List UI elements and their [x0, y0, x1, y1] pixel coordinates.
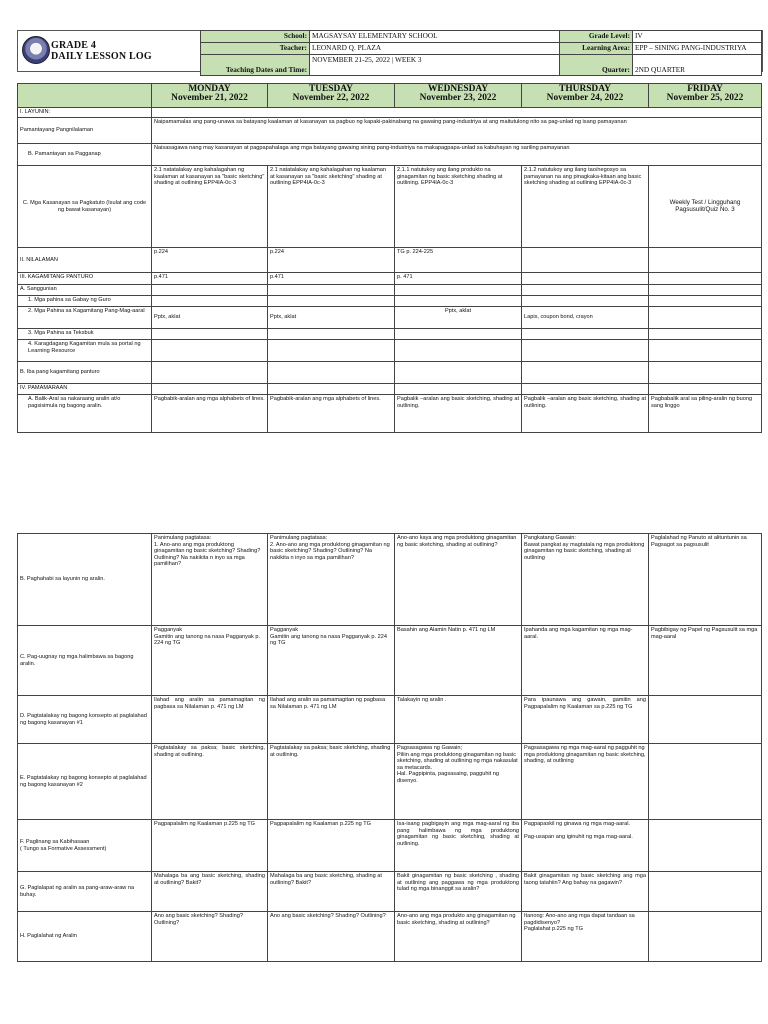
row-label-gabay: 1. Mga pahina sa Gabay ng Guro — [18, 296, 152, 307]
day-header-wednesday: WEDNESDAY November 23, 2022 — [395, 84, 522, 108]
kasanayan-tue: 2.1 natatalakay ang kahalagahan ng kaalaman at kasanayan sa "basic sketching" shading at outlining EPP4IA-0c-3 — [268, 166, 395, 248]
row-label-paglalahat: H. Paglalahat ng Aralin — [18, 912, 152, 962]
learning-area-value: EPP – SINING PANG-INDUSTRIYA — [633, 43, 762, 55]
konsepto-2-wed: Pagsasagawa ng Gawain; Piliin ang mga produktong ginagamitan ng basic sketching, shading at outlining ng mga nakasulat sa metacards. Hal. Pagpipinta, pagsasaing, pagguhit ng disenyo. — [395, 744, 522, 820]
row-label-pagganap: B. Pamantayan sa Pagganap — [18, 144, 152, 166]
day-header-thursday: THURSDAY November 24, 2022 — [522, 84, 649, 108]
kagamitang-pangmag-aaral-tue: Pptx, aklat — [268, 307, 395, 329]
row-label-nilalaman: II. NILALAMAN — [18, 248, 152, 273]
paglalahat-mon: Ano ang basic sketching? Shading? Outlining? — [152, 912, 268, 962]
kasanayan-wed: 2.1.1 natutukoy ang ilang produkto na ginagamitan ng basic sketching shading at outlining. EPP4IA-0c-3 — [395, 166, 522, 248]
kabihasaan-tue: Pagpapalalim ng Kaalaman p.225 ng TG — [268, 820, 395, 872]
pag-uugnay-wed: Basahin ang Alamin Natin p. 471 ng LM — [395, 626, 522, 696]
balik-aral-tue: Pagbabik-aralan ang mga alphabets of lines. — [268, 395, 395, 433]
paglalapat-mon: Mahalaga ba ang basic sketching, shading at outlining? Bakit? — [152, 872, 268, 912]
kabihasaan-wed: Isa-isang pagbigayin ang mga mag-aaral ng iba pang halimbawa ng mga produktong ginagamitan ng basic sketching, shading at outlining. — [395, 820, 522, 872]
konsepto-1-wed: Talakayin ng aralin . — [395, 696, 522, 744]
konsepto-1-thu: Para ipaunawa ang gawain, gamitin ang Pagpapalalim ng Kaalaman sa p.225 ng TG — [522, 696, 649, 744]
row-label-sanggunian: A. Sanggunian — [18, 285, 152, 296]
konsepto-1-tue: Ilahad ang aralin sa pamamagitan ng pagbasa sa Nilalaman p. 471 ng LM — [268, 696, 395, 744]
nilalaman-fri — [649, 248, 762, 273]
paghahabi-thu: Pangkatang Gawain: Bawat pangkat ay magtatala ng mga produktong ginagamitan ng basic sketching, shading at outlining — [522, 534, 649, 626]
day-header-friday: FRIDAY November 25, 2022 — [649, 84, 762, 108]
row-label-kagamitang-panturo: III. KAGAMITANG PANTURO — [18, 273, 152, 285]
school-label: School: — [201, 31, 310, 43]
quarter-label: Quarter: — [560, 55, 633, 76]
balik-aral-wed: Pagbalik –aralan ang basic sketching, shading at outlining. — [395, 395, 522, 433]
row-label-paghahabi: B. Paghahabi sa layunin ng aralin. — [18, 534, 152, 626]
row-label-kagamitang-pangmag-aaral: 2. Mga Pahina sa Kagamitang Pang-Mag-aaral — [18, 307, 152, 329]
paglalahat-tue: Ano ang basic sketching? Shading? Outlining? — [268, 912, 395, 962]
nilalaman-thu — [522, 248, 649, 273]
konsepto-1-fri — [649, 696, 762, 744]
konsepto-2-thu: Pagsasagawa ng mga mag-aaral ng pagguhit ng mga produktong ginagamitan ng basic sketching, shading, at outlining — [522, 744, 649, 820]
konsepto-2-mon: Pagtatalakay sa paksa; basic sketching, shading at outlining. — [152, 744, 268, 820]
kagamitang-panturo-wed: p. 471 — [395, 273, 522, 285]
paglalapat-wed: Bakit ginagamitan ng basic sketching , shading at outlining ang paggawa ng mga produktong tulad ng mga binanggit sa aralin? — [395, 872, 522, 912]
row-label-pag-uugnay: C. Pag-uugnay ng mga halimbawa sa bagong aralin. — [18, 626, 152, 696]
kabihasaan-mon: Pagpapalalim ng Kaalaman p.225 ng TG — [152, 820, 268, 872]
kabihasaan-fri — [649, 820, 762, 872]
corner-cell — [18, 84, 152, 108]
grade-level-label: Grade Level: — [560, 31, 633, 43]
row-label-balik-aral: A. Balik-Aral sa nakaraang aralin at/o pagsisimula ng bagong aralin. — [18, 395, 152, 433]
row-label-iba-pang-kagamitan: B. Iba pang kagamitang panturo — [18, 362, 152, 384]
nilalaman-mon: p.224 — [152, 248, 268, 273]
konsepto-2-fri — [649, 744, 762, 820]
paghahabi-tue: Panimulang pagtatasa: 2. Ano-ano ang mga produktong ginagamitan ng basic sketching? Shading? Outlining? Na nakikita n inyo sa mga pamilihan? — [268, 534, 395, 626]
kabihasaan-thu: Pagpapaskil ng ginawa ng mga mag-aaral. Pag-usapan ang iginuhit ng mga mag-aaral. — [522, 820, 649, 872]
konsepto-2-tue: Pagtatalakay sa paksa; basic sketching, shading at outlining. — [268, 744, 395, 820]
row-label-paglalapat: G. Paglalapat ng aralin sa pang-araw-araw na buhay. — [18, 872, 152, 912]
paghahabi-wed: Ano-ano kaya ang mga produktong ginagamitan ng basic sketching, shading at outlining? — [395, 534, 522, 626]
kagamitang-panturo-fri — [649, 273, 762, 285]
balik-aral-mon: Pagbabik-aralan ang mga alphabets of lines. — [152, 395, 268, 433]
kagamitang-pangmag-aaral-mon: Pptx, aklat — [152, 307, 268, 329]
kasanayan-fri: Weekly Test / Lingguhang Pagsusulit/Quiz No. 3 — [649, 166, 762, 248]
layunin-span — [152, 108, 762, 118]
kagamitang-pangmag-aaral-thu: Lapis, coupon bond, crayon — [522, 307, 649, 329]
paghahabi-fri: Paglalahad ng Panuto at alituntunin sa Pagsagot sa pagsusulit — [649, 534, 762, 626]
kasanayan-thu: 2.1.2 natutukoy ang ilang tao/negosyo sa pamayanan na ang pinagkaka-kitaan ang basic sketching shading at outlining EPP4IA-0c-3 — [522, 166, 649, 248]
row-label-kabihasaan: F. Paglinang sa Kabihasaan ( Tungo sa Formative Assessment) — [18, 820, 152, 872]
teacher-value: LEONARD Q. PLAZA — [310, 43, 560, 55]
kagamitang-panturo-tue: p.471 — [268, 273, 395, 285]
nilalaman-tue: p.224 — [268, 248, 395, 273]
title-grade: GRADE 4 — [51, 40, 97, 51]
balik-aral-thu: Pagbalik –aralan ang basic sketching, shading at outlining. — [522, 395, 649, 433]
dates-value: NOVEMBER 21-25, 2022 | WEEK 3 — [310, 55, 560, 76]
row-label-pamamaraan: IV. PAMAMARAAN — [18, 384, 152, 395]
kagamitang-pangmag-aaral-fri — [649, 307, 762, 329]
row-label-layunin: I. LAYUNIN: — [18, 108, 152, 118]
konsepto-1-mon: Ilahad ang aralin sa pamamagitan ng pagbasa sa Nilalaman p. 471 ng LM — [152, 696, 268, 744]
paglalapat-thu: Bakit ginagamitan ng basic sketching ang mga taong tatahiin? Ang bahay na gagawin? — [522, 872, 649, 912]
lesson-table-part2 — [17, 533, 762, 962]
pamantayang-pangnilalaman-text: Naipamamalas ang pang-unawa sa batayang kaalaman at kasanayan sa pagbuo ng kapaki-pakinabang na gawaing pang-industriya at ang maitutulong nito sa pag-unlad ng isang pamayanan — [152, 118, 762, 144]
pag-uugnay-thu: Ipahanda ang mga kagamitan ng mga mag-aaral. — [522, 626, 649, 696]
paglalahat-wed: Ano-ano ang mga produkto ang ginagamitan ng basic sketching, shading at outlining? — [395, 912, 522, 962]
row-label-konsepto-1: D. Pagtatalakay ng bagong konsepto at paglalahad ng bagong kasanayan #1 — [18, 696, 152, 744]
kagamitang-panturo-thu — [522, 273, 649, 285]
paglalapat-tue: Mahalaga ba ang basic sketching, shading at outlining? Bakit? — [268, 872, 395, 912]
kasanayan-mon: 2.1 natatalakay ang kahalagahan ng kaalaman at kasanayan sa "basic sketching" shading at outlining EPP4IA-0c-3 — [152, 166, 268, 248]
teacher-label: Teacher: — [201, 43, 310, 55]
learning-area-label: Learning Area: — [560, 43, 633, 55]
lesson-table-part1 — [17, 83, 762, 433]
deped-seal-icon — [22, 36, 50, 64]
balik-aral-fri: Pagbabalik aral sa piling-aralin ng buong sang linggo — [649, 395, 762, 433]
day-header-monday: MONDAY November 21, 2022 — [152, 84, 268, 108]
pag-uugnay-mon: Pagganyak Gamitin ang tanong na nasa Pagganyak p. 224 ng TG — [152, 626, 268, 696]
paghahabi-mon: Panimulang pagtatasa: 1. Ano-ano ang mga produktong ginagamitan ng basic sketching? Shading? Outlining? Na nakikita n inyo sa mga pamilihan? — [152, 534, 268, 626]
row-label-konsepto-2: E. Pagtatalakay ng bagong konsepto at paglalahad ng bagong kasanayan #2 — [18, 744, 152, 820]
paglalapat-fri — [649, 872, 762, 912]
kagamitang-pangmag-aaral-wed: Pptx, aklat — [395, 307, 522, 329]
row-label-teksbuk: 3. Mga Pahina sa Teksbuk — [18, 329, 152, 340]
header-info-table — [200, 30, 762, 76]
nilalaman-wed: TG p. 224-225 — [395, 248, 522, 273]
dates-label: Teaching Dates and Time: — [201, 55, 310, 76]
pamantayan-sa-pagganap-text: Naisasagawa nang may kasanayan at pagpapahalaga ang mga batayang gawaing sining pang-industriya na makapagpapa-unlad sa kabuhayan ng sariling pamayanan — [152, 144, 762, 166]
row-label-pangnilalaman: Pamantayang Pangnilalaman — [18, 118, 152, 144]
paglalahat-thu: Itanong: Ano-ano ang mga dapat tandaan sa pagdidisenyo? Paglalahat p.225 ng TG — [522, 912, 649, 962]
pag-uugnay-fri: Pagbibigay ng Papel ng Pagsusulit sa mga mag-aaral — [649, 626, 762, 696]
day-header-tuesday: TUESDAY November 22, 2022 — [268, 84, 395, 108]
pag-uugnay-tue: Pagganyak Gamitin ang tanong na nasa Pagganyak p. 224 ng TG — [268, 626, 395, 696]
title-dll: DAILY LESSON LOG — [51, 51, 152, 62]
quarter-value: 2ND QUARTER — [633, 55, 762, 76]
row-label-kasanayan: C. Mga Kasanayan sa Pagkatuto (Isulat ang code ng bawat kasanayan) — [18, 166, 152, 248]
kagamitang-panturo-mon: p.471 — [152, 273, 268, 285]
paglalahat-fri — [649, 912, 762, 962]
school-value: MAGSAYSAY ELEMENTARY SCHOOL — [310, 31, 560, 43]
grade-level-value: IV — [633, 31, 762, 43]
row-label-karagdagang-kagamitan: 4. Karagdagang Kagamitan mula sa portal ng Learning Resource — [18, 340, 152, 362]
